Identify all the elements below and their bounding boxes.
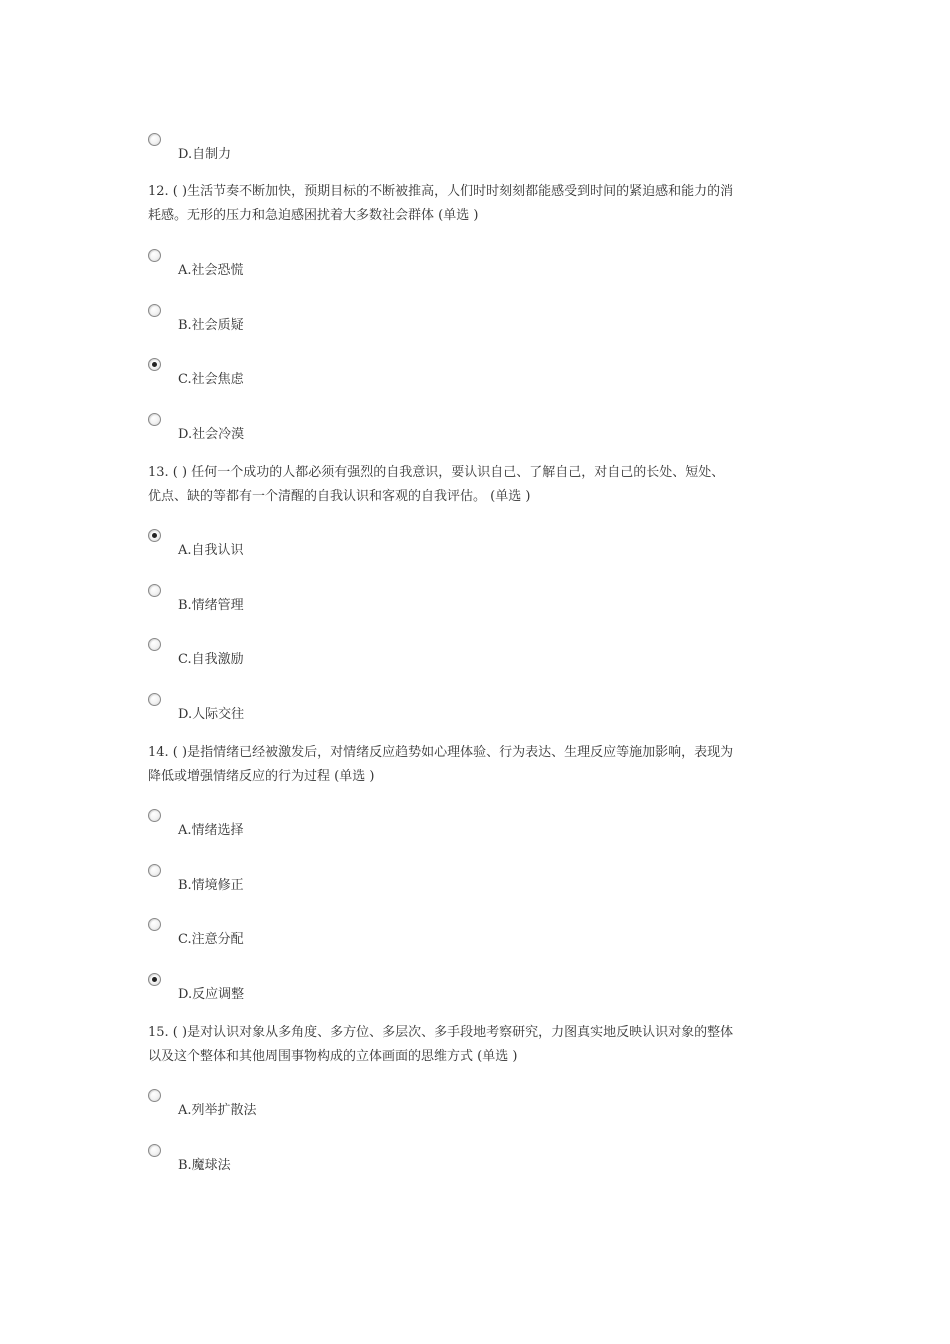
q12-option-b-label: B.社会质疑 [178, 318, 244, 333]
q15-option-b-radio[interactable] [148, 1144, 161, 1157]
q13-option-a-radio[interactable] [148, 529, 161, 542]
q15-line-2: 以及这个整体和其他周围事物构成的立体画面的思维方式 (单选 ) [148, 1049, 518, 1064]
q13-question-text [148, 461, 808, 509]
q12-option-c-radio[interactable] [148, 358, 161, 371]
q12-option-d-radio[interactable] [148, 413, 161, 426]
q12-option-b-radio[interactable] [148, 304, 161, 317]
q11-option-d-radio[interactable] [148, 133, 161, 146]
q14-option-a-radio[interactable] [148, 809, 161, 822]
q13-option-c-radio[interactable] [148, 638, 161, 651]
q15-question-text [148, 1021, 808, 1069]
q12-line-1: 12. ( )生活节奏不断加快，预期目标的不断被推高，人们时时刻刻都能感受到时间的紧迫感和能力的消 [148, 184, 734, 199]
q12-option-a-label: A.社会恐慌 [178, 263, 244, 278]
q13-option-a-label: A.自我认识 [178, 543, 244, 558]
q14-option-d-radio[interactable] [148, 973, 161, 986]
q14-line-2: 降低或增强情绪反应的行为过程 (单选 ) [148, 769, 375, 784]
q12-line-2: 耗感。无形的压力和急迫感困扰着大多数社会群体 (单选 ) [148, 208, 479, 223]
q12-option-a-radio[interactable] [148, 249, 161, 262]
q14-question-text [148, 741, 808, 789]
q13-option-d-label: D.人际交往 [178, 707, 245, 722]
q11-option-d-label: D.自制力 [178, 147, 232, 162]
q13-line-1: 13. ( ) 任何一个成功的人都必须有强烈的自我意识，要认识自己、了解自己，对自己的长处、短处、 [148, 465, 725, 480]
q14-option-b-label: B.情境修正 [178, 878, 244, 893]
q14-option-d-label: D.反应调整 [178, 987, 245, 1002]
q14-option-c-label: C.注意分配 [178, 932, 244, 947]
q15-option-a-radio[interactable] [148, 1089, 161, 1102]
q13-line-2: 优点、缺的等都有一个清醒的自我认识和客观的自我评估。 (单选 ) [148, 489, 531, 504]
q13-option-b-radio[interactable] [148, 584, 161, 597]
q12-option-c-label: C.社会焦虑 [178, 372, 244, 387]
q15-option-b-label: B.魔球法 [178, 1158, 231, 1173]
q14-option-a-label: A.情绪选择 [178, 823, 244, 838]
q15-line-1: 15. ( )是对认识对象从多角度、多方位、多层次、多手段地考察研究，力图真实地反映认识对象的整体 [148, 1025, 734, 1040]
q12-question-text [148, 180, 808, 228]
q14-line-1: 14. ( )是指情绪已经被激发后，对情绪反应趋势如心理体验、行为表达、生理反应等施加影响，表现为 [148, 745, 734, 760]
q13-option-c-label: C.自我激励 [178, 652, 244, 667]
q14-option-b-radio[interactable] [148, 864, 161, 877]
q13-option-d-radio[interactable] [148, 693, 161, 706]
q14-option-c-radio[interactable] [148, 918, 161, 931]
q15-option-a-label: A.列举扩散法 [178, 1103, 257, 1118]
q13-option-b-label: B.情绪管理 [178, 598, 244, 613]
q12-option-d-label: D.社会冷漠 [178, 427, 245, 442]
